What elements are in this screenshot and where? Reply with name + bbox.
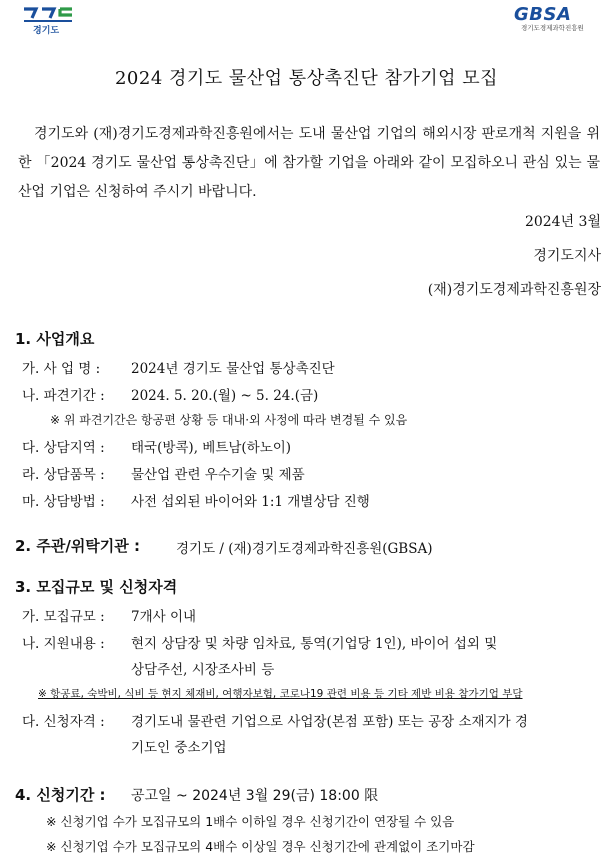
s1-note: ※ 위 파견기간은 항공편 상황 등 대내·외 사정에 따라 변경될 수 있음: [50, 413, 408, 427]
s3-item-value: 현지 상담장 및 차량 임차료, 통역(기업당 1인), 바이어 섭외 및: [131, 636, 498, 652]
s1-item-label: 라. 상담품목 :: [22, 467, 105, 483]
s3-item-value: 경기도내 물관련 기업으로 사업장(본점 포함) 또는 공장 소재지가 경: [131, 714, 528, 730]
s3-item-label: 다. 신청자격 :: [22, 714, 105, 730]
s3-item-label: 가. 모집규모 :: [22, 609, 105, 625]
page-title: 2024 경기도 물산업 통상촉진단 참가기업 모집: [114, 68, 498, 89]
s3-item-value: 기도인 중소기업: [131, 740, 227, 756]
section4-value: 공고일 ~ 2024년 3월 29(금) 18:00 限: [131, 788, 379, 804]
s1-item-label: 다. 상담지역 :: [22, 440, 105, 456]
s3-item-value: 7개사 이내: [131, 609, 197, 625]
section2-heading: 2. 주관/위탁기관 :: [15, 537, 140, 555]
s1-item-value: 사전 섭외된 바이어와 1:1 개별상담 진행: [131, 494, 370, 510]
s4-note: ※ 신청기업 수가 모집규모의 1배수 이하일 경우 신청기간이 연장될 수 있음: [46, 814, 455, 829]
gyeonggi-logo-text: 경기도: [33, 26, 60, 36]
s1-item-value: 물산업 관련 우수기술 및 제품: [131, 467, 305, 483]
s1-item-label: 가. 사 업 명 :: [22, 361, 101, 377]
intro-paragraph: 경기도와 (재)경기도경제과학진흥원에서는 도내 물산업 기업의 해외시장 판로개척 지원을 위한 「2024 경기도 물산업 통상촉진단」에 참가할 기업을 아래와 같이 모집하오니 관심 있는 물산업 기업은 신청하여 주시기 바랍니다.: [18, 126, 600, 200]
gbsa-logo-subtext: 경기도경제과학진흥원: [521, 24, 584, 32]
gbsa-logo-icon: GBSA: [514, 4, 572, 25]
s1-item-value: 태국(방콕), 베트남(하노이): [131, 440, 292, 456]
signer-gbsa: (재)경기도경제과학진흥원장: [427, 282, 601, 298]
s3-item-value: 상담주선, 시장조사비 등: [131, 662, 275, 678]
section1-heading: 1. 사업개요: [15, 330, 95, 348]
s1-item-label: 마. 상담방법 :: [22, 494, 105, 510]
section3-heading: 3. 모집규모 및 신청자격: [15, 578, 178, 596]
announcement-date: 2024년 3월: [524, 214, 601, 230]
section4-heading: 4. 신청기간 :: [15, 786, 106, 804]
s1-item-value: 2024. 5. 20.(월) ~ 5. 24.(금): [131, 388, 319, 404]
s1-item-label: 나. 파견기간 :: [22, 388, 105, 404]
s4-note: ※ 신청기업 수가 모집규모의 4배수 이상일 경우 신청기간에 관계없이 조기마감: [46, 839, 475, 854]
s1-item-value: 2024년 경기도 물산업 통상촉진단: [131, 361, 335, 377]
s3-note: ※ 항공료, 숙박비, 식비 등 현지 체재비, 여행자보험, 코로나19 관련 비용 등 기타 제반 비용 참가기업 부담: [38, 688, 523, 700]
signer-governor: 경기도지사: [533, 248, 601, 264]
s3-item-label: 나. 지원내용 :: [22, 636, 105, 652]
section2-value: 경기도 / (재)경기도경제과학진흥원(GBSA): [176, 541, 433, 557]
